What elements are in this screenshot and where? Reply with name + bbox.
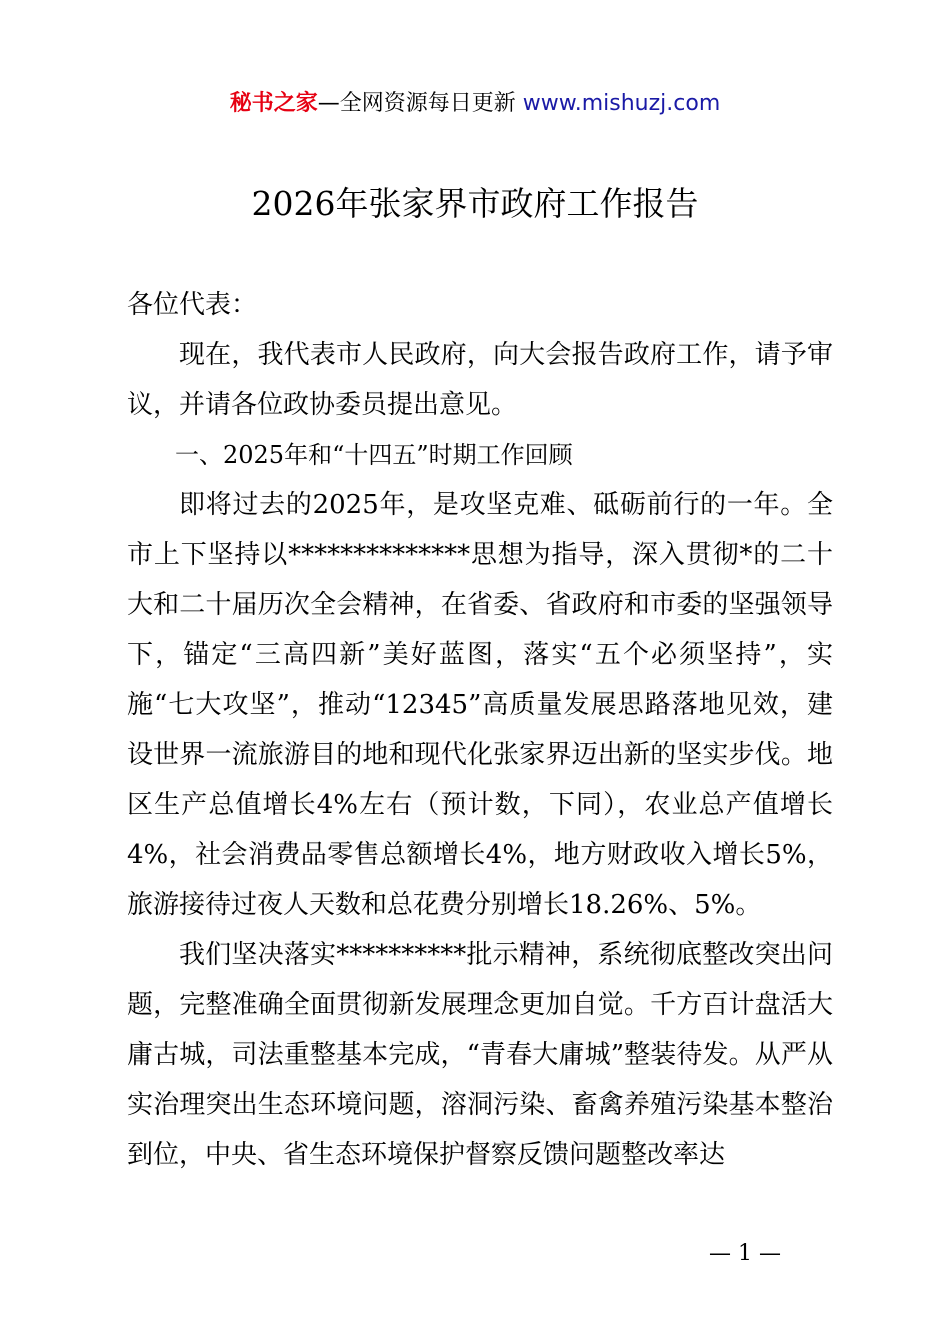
site-brand: 秘书之家 bbox=[229, 91, 318, 116]
paragraph-review: 即将过去的2025年，是攻坚克难、砥砺前行的一年。全市上下坚持以**************思想为指导，深入贯彻*的二十大和二十届历次全会精神，在省委、省政府和市委的坚强领导下，锚定“三高四新”美好蓝图，落实“五个必须坚持”，实施“七大攻坚”，推动“12345”高质量发展思路落地见效，建设世界一流旅游目的地和现代化张家界迈出新的坚实步伐。地区生产总值增长4%左右（预计数，下同），农业总产值增长4%，社会消费品零售总额增长4%，地方财政收入增长5%，旅游接待过夜人天数和总花费分别增长18.26%、5%。 bbox=[127, 490, 833, 920]
paragraph-rectification: 我们坚决落实**********批示精神，系统彻底整改突出问题，完整准确全面贯彻新发展理念更加自觉。千方百计盘活大庸古城，司法重整基本完成，“青春大庸城”整装待发。从严从实治理突出生态环境问题，溶洞污染、畜禽养殖污染基本整治到位，中央、省生态环境保护督察反馈问题整改率达 bbox=[127, 940, 833, 1170]
paragraph-intro: 现在，我代表市人民政府，向大会报告政府工作，请予审议，并请各位政协委员提出意见。 bbox=[127, 340, 833, 420]
document-body bbox=[127, 280, 833, 1180]
section-heading: 一、2025年和“十四五”时期工作回顾 bbox=[175, 441, 573, 469]
site-header bbox=[0, 88, 950, 120]
document-title: 2026年张家界市政府工作报告 bbox=[251, 184, 699, 223]
site-url-link[interactable]: www.mishuzj.com bbox=[522, 91, 721, 116]
site-slogan: —全网资源每日更新 bbox=[317, 91, 523, 116]
page-number: — 1 — bbox=[709, 1241, 781, 1266]
salutation: 各位代表： bbox=[127, 290, 258, 320]
